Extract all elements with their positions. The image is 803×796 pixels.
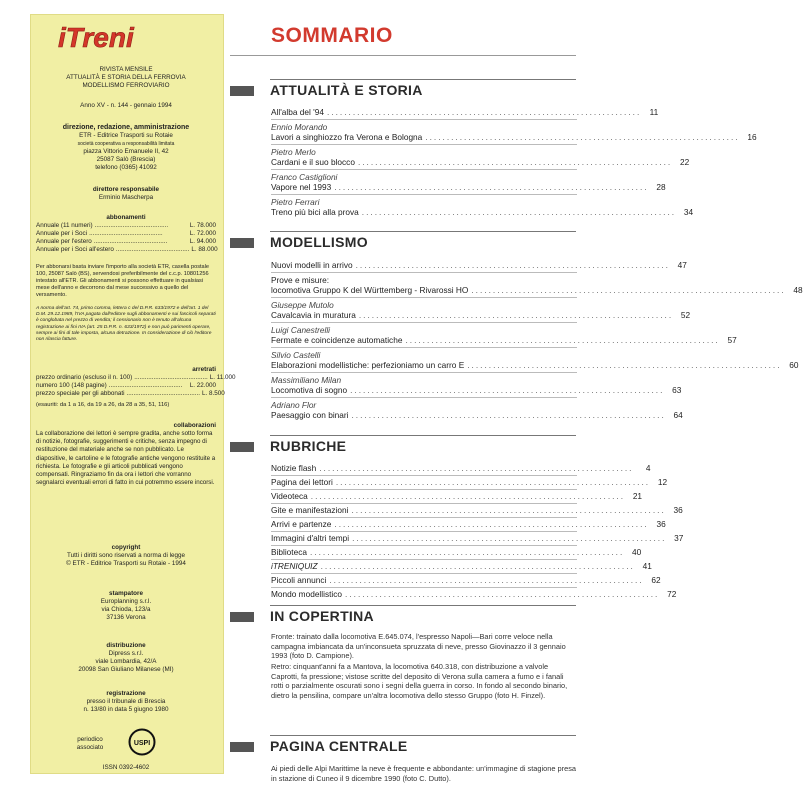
price-row: prezzo speciale per gli abbonati .......................................... L. 8.500 xyxy=(36,390,225,397)
toc-attualita xyxy=(271,107,757,217)
registrazione-title: registrazione xyxy=(106,690,146,697)
uspi-logo xyxy=(128,728,156,756)
itreni-logo xyxy=(58,22,198,52)
toc-entry[interactable]: Cavalcavia in muratura ......................................................................... 52 xyxy=(271,310,691,320)
stampatore-line: via Chioda, 123/a xyxy=(101,606,151,613)
section-title: ATTUALITÀ E STORIA xyxy=(270,82,423,98)
price-row: numero 100 (148 pagine) .......................................... L. 22.000 xyxy=(36,382,216,389)
section-marker xyxy=(230,442,254,452)
direzione-line: ETR - Editrice Trasporti su Rotaie xyxy=(79,132,173,139)
copertina-retro: Retro: cinquant'anni fa a Mantova, la locomotiva 640.318, con distribuzione a valvole Caprotti, fa pressione; vistose scritte del deposito di Verona sulla camera a fumo e i fanali rotti o parzialmente oscurati sono i segni della guerra in corso. In fondo al secondo binario, dietro la pensilina, compare un'altra locomotiva dello stesso Gruppo (foto H. Finzel). xyxy=(271,662,568,700)
toc-entry[interactable]: Pagina dei lettori ......................................................................... 12 xyxy=(271,477,668,487)
toc-entry[interactable]: Locomotiva di sogno ......................................................................... 63 xyxy=(271,385,682,395)
divider xyxy=(271,545,577,546)
toc-entry[interactable]: Videoteca ......................................................................... 21 xyxy=(271,491,643,501)
copertina-fronte: Fronte: trainato dalla locomotiva E.645.074, l'espresso Napoli—Bari corre veloce nella campagna imbiancata da un'inconsueta spruzzata di neve, presso Giovinazzo il 3 gennaio 1993 (foto D. Campione). xyxy=(271,632,566,661)
toc-modellismo xyxy=(271,260,803,420)
divider xyxy=(271,489,577,490)
distribuzione-title: distribuzione xyxy=(106,642,146,649)
price-row: Annuale per l'estero .......................................... L. 94.000 xyxy=(36,238,216,245)
registrazione-line: n. 13/80 in data 5 giugno 1980 xyxy=(83,706,169,713)
toc-entry[interactable]: Immagini d'altri tempi ......................................................................... 37 xyxy=(271,533,684,543)
section-title: IN COPERTINA xyxy=(270,608,374,624)
toc-entry[interactable]: Gite e manifestazioni ......................................................................... 36 xyxy=(271,505,683,515)
arretrati-title: arretrati xyxy=(192,366,216,373)
copyright-title: copyright xyxy=(111,544,141,551)
registrazione-block xyxy=(36,690,216,714)
toc-author: Silvio Castelli xyxy=(271,350,321,360)
toc-author: Ennio Morando xyxy=(271,122,328,132)
toc-rubriche xyxy=(271,463,684,600)
direttore-block xyxy=(36,186,216,202)
section-header-copertina xyxy=(230,604,576,628)
toc-entry[interactable]: Mondo modellistico ......................................................................... 72 xyxy=(271,589,677,599)
divider xyxy=(271,559,577,560)
divider xyxy=(271,475,577,476)
legal-note: A norma dell'art. 74, primo comma, lettera c del D.P.R. 633/1972 e dell'art. 1 del D.M. 29.12.1989, l'IVA pagata dall'editore sugli abbonamenti e sui fascicoli separati è conglobata nel prezzo di vendita; il cessionario non è tenuto all'alcuna registrazione ai fini IVA (art. 25 D.P.R. n. 633/1972) e non può parimenti operare, sempre ai fini di tale imposta, alcuna detrazione. In considerazione di ciò l'editore non rilascia fatture. xyxy=(36,306,216,343)
header-line: RIVISTA MENSILE xyxy=(99,66,153,73)
stampatore-line: 37136 Verona xyxy=(106,614,146,621)
toc-entry[interactable]: All'alba del '94 ......................................................................... 11 xyxy=(271,107,659,117)
divider xyxy=(271,144,577,145)
magazine-description xyxy=(36,66,216,90)
collaborazioni-block xyxy=(36,422,216,487)
toc-entry[interactable]: Arrivi e partenze ......................................................................... 36 xyxy=(271,519,666,529)
price-row: Annuale per i Soci all'estero .......................................... L. 88.000 xyxy=(36,246,218,253)
stampatore-block xyxy=(36,590,216,622)
price-row: Annuale (11 numeri) .......................................... L. 78.000 xyxy=(36,222,216,229)
direzione-title: direzione, redazione, amministrazione xyxy=(62,124,190,131)
divider xyxy=(271,397,577,398)
direttore-name: Erminio Mascherpa xyxy=(98,194,154,201)
distribuzione-block xyxy=(36,642,216,674)
abbonamenti-title: abbonamenti xyxy=(106,214,146,221)
page-title: SOMMARIO xyxy=(271,24,393,47)
section-rule xyxy=(270,735,576,736)
section-header-modellismo xyxy=(230,230,576,254)
toc-author: Adriano Flor xyxy=(271,400,317,410)
logo-text: iTreni xyxy=(58,22,134,53)
distribuzione-line: Dipress s.r.l. xyxy=(108,650,144,657)
section-title: RUBRICHE xyxy=(270,438,347,454)
direzione-block xyxy=(36,124,216,172)
section-header-rubriche xyxy=(230,434,576,458)
divider xyxy=(271,297,577,298)
section-header-attualita xyxy=(230,78,576,102)
abbonamenti-note: Per abbonarsi basta inviare l'importo alla società ETR, casella postale 100, 25087 Salò (BS), servendosi preferibilmente del c.c.p. 10801256 intestato all'ETR. Gli abbonamenti si possono effettuare in qualsiasi mese dell'anno e decorrono dal mese successivo a quello del versamento. xyxy=(36,264,210,298)
section-title: PAGINA CENTRALE xyxy=(270,738,408,754)
section-title: MODELLISMO xyxy=(270,234,368,250)
direzione-line: 25087 Salò (Brescia) xyxy=(96,156,156,163)
divider xyxy=(271,531,577,532)
toc-entry[interactable]: Biblioteca ......................................................................... 40 xyxy=(271,547,642,557)
divider xyxy=(271,503,577,504)
distribuzione-line: viale Lombardia, 42/A xyxy=(95,658,157,665)
direzione-line: società cooperativa a responsabilità limitata xyxy=(77,141,175,147)
toc-entry[interactable]: Paesaggio con binari ......................................................................... 64 xyxy=(271,410,683,420)
section-rule xyxy=(270,231,576,232)
direzione-line: piazza Vittorio Emanuele II, 42 xyxy=(83,148,169,155)
periodico-label: periodico associato xyxy=(76,736,104,751)
header-line: MODELLISMO FERROVIARIO xyxy=(82,82,170,89)
toc-author: Giuseppe Mutolo xyxy=(271,300,334,310)
divider xyxy=(271,587,577,588)
direzione-line: telefono (0365) 41092 xyxy=(95,164,157,171)
toc-entry[interactable]: Fermate e coincidenze automatiche ......................................................................... 57 xyxy=(271,335,737,345)
toc-author: Pietro Ferrari xyxy=(271,197,320,207)
toc-author: Franco Castiglioni xyxy=(271,172,338,182)
collaborazioni-title: collaborazioni xyxy=(173,422,216,429)
toc-entry[interactable]: Cardani e il suo blocco ......................................................................... 22 xyxy=(271,157,690,167)
divider xyxy=(271,194,577,195)
divider xyxy=(271,372,577,373)
registrazione-line: presso il tribunale di Brescia xyxy=(86,698,166,705)
price-row: prezzo ordinario (escluso il n. 100) .......................................... L. 11.000 xyxy=(36,374,236,381)
centrale-text: Ai piedi delle Alpi Marittime la neve è frequente e abbondante: un'immagine di stagione presa in stazione di Cuneo il 9 dicembre 1990 (foto C. Dutto). xyxy=(271,764,577,783)
section-marker xyxy=(230,86,254,96)
header-line: ATTUALITÀ E STORIA DELLA FERROVIA xyxy=(66,74,186,81)
section-rule xyxy=(270,79,576,80)
collaborazioni-text: La collaborazione dei lettori è sempre gradita, anche sotto forma di notizie, fotografie, suggerimenti e critiche, senza impegno di restituzione del materiale anche se non pubblicato. Le diapositive, le cartoline e le fotografie antiche vengono restituite a richiesta. Le fotografie e gli articoli pubblicati vengono compensati. Ringraziamo fin da ora i lettori che vorranno segnalarci eventuali errori di fatto in cui potremmo essere incorsi. xyxy=(36,430,216,487)
divider xyxy=(271,573,577,574)
toc-entry[interactable]: iTRENIQUIZ ......................................................................... 41 xyxy=(271,561,652,571)
direttore-title: direttore responsabile xyxy=(92,186,160,193)
section-rule xyxy=(270,435,576,436)
divider xyxy=(271,169,577,170)
stampatore-line: Europlanning s.r.l. xyxy=(100,598,152,605)
divider xyxy=(271,119,577,120)
divider xyxy=(271,517,577,518)
arretrati-note: (esauriti: da 1 a 16, da 19 a 26, da 28 a 35, 51, 116) xyxy=(36,402,170,408)
toc-entry[interactable]: Nuovi modelli in arrivo ......................................................................... 47 xyxy=(271,260,687,270)
copyright-line: Tutti i diritti sono riservati a norma di legge xyxy=(66,552,186,559)
toc-entry[interactable]: Treno più bici alla prova ......................................................................... 34 xyxy=(271,207,694,217)
price-row: Annuale per i Soci .......................................... L. 72.000 xyxy=(36,230,216,237)
issn: ISSN 0392-4602 xyxy=(102,764,150,771)
toc-entry[interactable]: Notizie flash ......................................................................... 4 xyxy=(271,463,651,473)
section-rule xyxy=(270,605,576,606)
title-rule xyxy=(230,55,576,56)
arretrati-block xyxy=(36,366,236,409)
issue-info: Anno XV - n. 144 - gennaio 1994 xyxy=(80,102,172,109)
toc-author: Luigi Canestrelli xyxy=(271,325,331,335)
svg-text:USPI: USPI xyxy=(133,740,151,747)
toc-entry[interactable]: Lavori a singhiozzo fra Verona e Bologna ......................................................................... 16 xyxy=(271,132,757,142)
copyright-line: © ETR - Editrice Trasporti su Rotaie - 1994 xyxy=(66,560,186,567)
divider xyxy=(271,347,577,348)
toc-entry[interactable]: Piccoli annunci ......................................................................... 62 xyxy=(271,575,661,585)
toc-entry[interactable]: locomotiva Gruppo K del Württemberg - Rivarossi HO ......................................................................... 48 xyxy=(271,285,803,295)
section-header-centrale xyxy=(230,734,576,758)
distribuzione-line: 20098 San Giuliano Milanese (MI) xyxy=(78,666,174,673)
abbonamenti-block xyxy=(36,214,216,254)
toc-author: Massimiliano Milan xyxy=(271,375,342,385)
toc-author: Pietro Merlo xyxy=(271,147,316,157)
divider xyxy=(271,272,577,273)
toc-entry[interactable]: Elaborazioni modellistiche: perfezioniamo un carro E ......................................................................... 60 xyxy=(271,360,799,370)
section-marker xyxy=(230,742,254,752)
section-marker xyxy=(230,238,254,248)
copyright-block xyxy=(36,544,216,568)
toc-entry-line1[interactable]: Prove e misure: xyxy=(271,275,330,285)
section-marker xyxy=(230,612,254,622)
stampatore-title: stampatore xyxy=(109,590,143,597)
divider xyxy=(271,322,577,323)
toc-entry[interactable]: Vapore nel 1993 ......................................................................... 28 xyxy=(271,182,666,192)
